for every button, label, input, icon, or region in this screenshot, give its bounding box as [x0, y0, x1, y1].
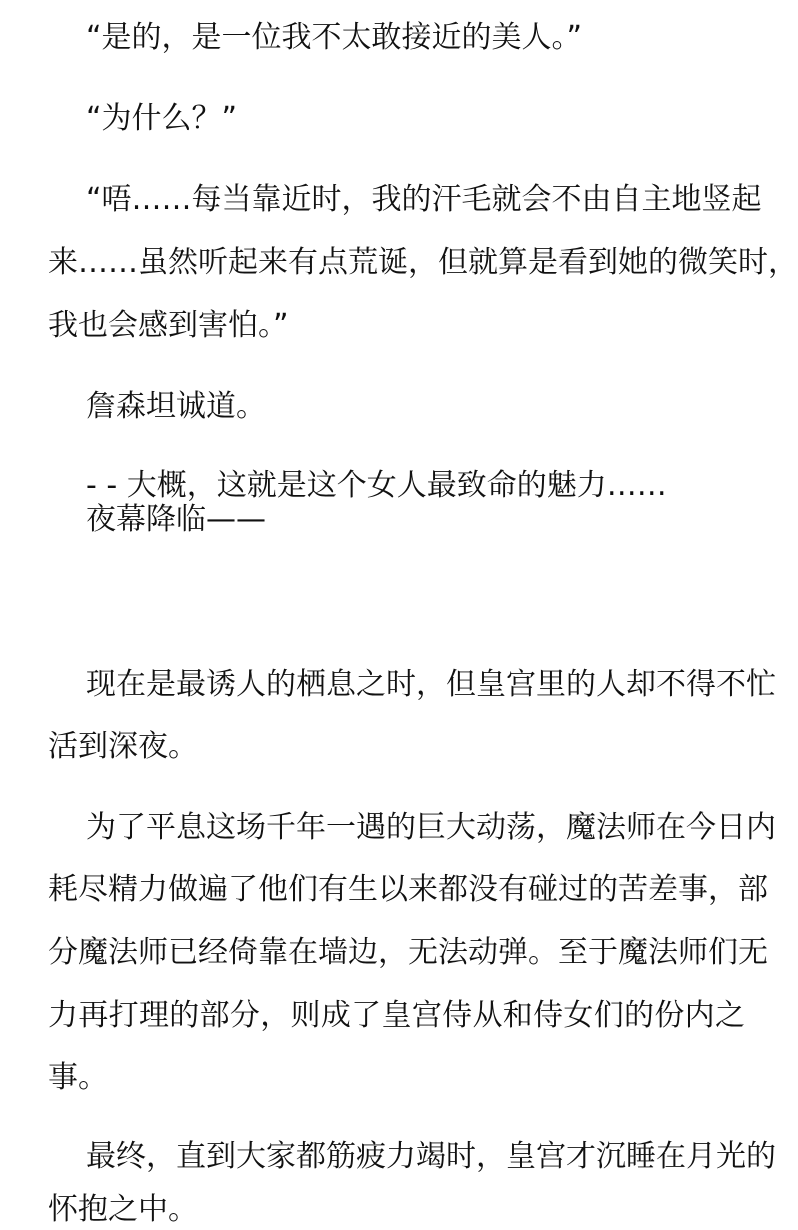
paragraph-line: 分魔法师已经倚靠在墙边，无法动弹。至于魔法师们无 [48, 935, 768, 970]
dialogue-line: 来……虽然听起来有点荒诞，但就算是看到她的微笑时， [48, 245, 798, 280]
dialogue-line: “为什么？” [86, 101, 238, 136]
dialogue-line: 我也会感到害怕。” [48, 308, 289, 343]
paragraph-line: 怀抱之中。 [48, 1192, 198, 1227]
narration-line: 詹森坦诚道。 [86, 389, 266, 424]
narration-line: 夜幕降临—— [86, 502, 266, 537]
paragraph-line: 耗尽精力做遍了他们有生以来都没有碰过的苦差事，部 [48, 872, 768, 907]
dialogue-line: “唔……每当靠近时，我的汗毛就会不由自主地竖起 [86, 182, 762, 217]
paragraph-line: 活到深夜。 [48, 729, 198, 764]
paragraph-line: 事。 [48, 1060, 108, 1095]
dialogue-line: “是的，是一位我不太敢接近的美人。” [86, 20, 583, 55]
paragraph-line: 力再打理的部分，则成了皇宫侍从和侍女们的份内之 [48, 998, 745, 1033]
narration-line: - - 大概，这就是这个女人最致命的魅力…… [86, 468, 667, 503]
paragraph-line: 最终，直到大家都筋疲力竭时，皇宫才沉睡在月光的 [86, 1139, 776, 1174]
paragraph-line: 为了平息这场千年一遇的巨大动荡，魔法师在今日内 [86, 810, 776, 845]
paragraph-line: 现在是最诱人的栖息之时，但皇宫里的人却不得不忙 [86, 667, 776, 702]
